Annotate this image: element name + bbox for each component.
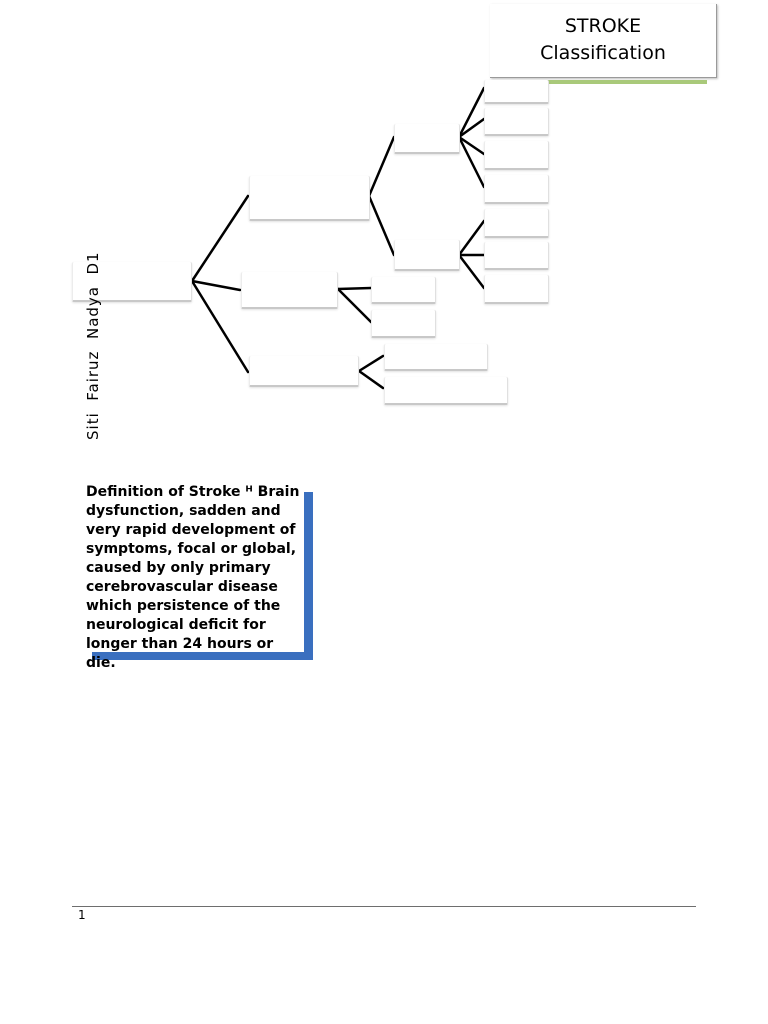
tree-node-level1-a: [249, 176, 370, 221]
tree-leaf-5: [484, 209, 549, 238]
author-name: Siti Fairuz Nadya D1: [84, 251, 102, 440]
tree-leaf-3: [484, 141, 549, 170]
tree-node-level1-b: [241, 272, 338, 309]
classification-tree-connectors: [0, 0, 768, 480]
title-line-1: STROKE: [564, 15, 642, 37]
tree-leaf-7: [484, 275, 549, 304]
page-number: 1: [78, 908, 86, 922]
tree-leaf-6: [484, 242, 549, 270]
tree-leaf-2: [484, 108, 549, 136]
tree-node-level2-c: [371, 277, 436, 304]
tree-node-level2-e: [384, 344, 488, 371]
tree-leaf-1: [484, 80, 549, 104]
tree-node-level2-d: [371, 310, 436, 338]
definition-text: Definition of Stroke ᴴ Brain dysfunction, sadden and very rapid development of symptoms, focal or global, caused by only primary cerebrovascular disease which persistence of the neurological deficit for longer than 24 hours or die.: [82, 480, 304, 652]
tree-node-level2-a: [394, 124, 460, 154]
tree-node-level2-f: [384, 377, 508, 405]
title-line-2: Classification: [540, 42, 666, 64]
tree-node-level2-b: [394, 240, 460, 271]
footer-rule: [72, 906, 696, 907]
tree-leaf-4: [484, 175, 549, 204]
tree-node-level1-c: [249, 356, 359, 387]
